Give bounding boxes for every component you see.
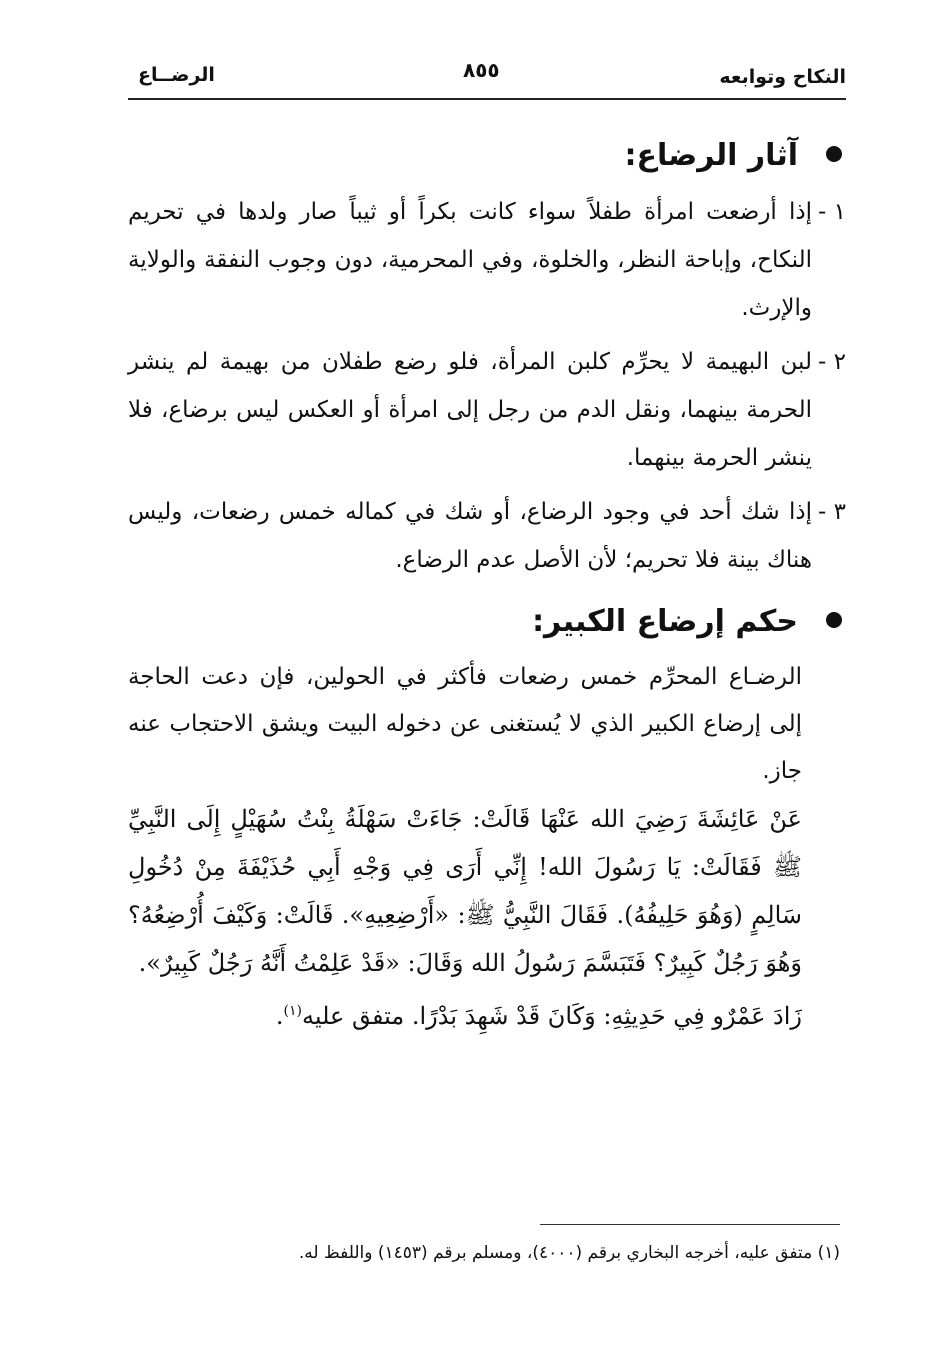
hadith-addendum: زَادَ عَمْرٌو فِي حَدِيثِهِ: وَكَانَ قَدْ شَهِدَ بَدْرًا. متفق عليه$^{(١)}$. (275, 1002, 802, 1030)
item-number: ٢ - (818, 349, 846, 375)
list-item (128, 188, 846, 332)
ruling-paragraph: الرضـاع المحرِّم خمس رضعات فأكثر في الحولين، فإن دعت الحاجة إلى إرضاع الكبير الذي لا يُستغنى عن دخوله البيت ويشق الاحتجاب عنه جاز. (128, 664, 802, 784)
item-text: إذا شك أحد في وجود الرضاع، أو شك في كماله خمس رضعات، وليس هناك بينة فلا تحريم؛ لأن الأصل عدم الرضاع. (128, 499, 812, 573)
section-heading-text: حكم إرضاع الكبير: (532, 604, 798, 639)
list-item (128, 338, 846, 482)
footnote: (١) متفق عليه، أخرجه البخاري برقم (٤٠٠٠)، ومسلم برقم (١٤٥٣) واللفظ له. (298, 1243, 840, 1263)
footnote-divider (540, 1224, 840, 1225)
bullet-icon (826, 146, 842, 162)
item-text: لبن البهيمة لا يحرِّم كلبن المرأة، فلو رضع طفلان من بهيمة لم ينشر الحرمة بينهما، ونقل الدم من رجل إلى امرأة أو العكس ليس برضاع، فلا ينشر الحرمة بينهما. (128, 349, 812, 471)
addendum-text: زَادَ عَمْرٌو فِي حَدِيثِهِ: وَكَانَ قَدْ شَهِدَ بَدْرًا. متفق عليه (301, 1002, 802, 1030)
section-title: الرضــاع (138, 64, 215, 86)
list-item (128, 488, 846, 584)
footnote-marker[interactable]: (١) (283, 1003, 302, 1019)
item-number: ٣ - (818, 499, 846, 525)
bullet-icon (826, 612, 842, 628)
main-content (128, 132, 846, 1040)
item-text: إذا أرضعت امرأة طفلاً سواء كانت بكراً أو ثيباً صار ولدها في تحريم النكاح، وإباحة النظر، والخلوة، وفي المحرمية، دون وجوب النفقة والولاية والإرث. (128, 199, 812, 321)
page-number: ٨٥٥ (463, 58, 500, 82)
section-heading-adult-nursing (128, 598, 846, 646)
running-header (128, 58, 846, 100)
item-number: ١ - (818, 199, 846, 225)
section-heading-effects (128, 132, 846, 180)
section-heading-text: آثار الرضاع: (624, 138, 798, 173)
chapter-title: النكاح وتوابعه (719, 66, 846, 88)
hadith-text: عَنْ عَائِشَةَ رَضِيَ الله عَنْهَا قَالَتْ: جَاءَتْ سَهْلَةُ بِنْتُ سُهَيْلٍ إِلَى النَّبِيِّ ﷺ فَقَالَتْ: يَا رَسُولَ الله! إِنِّي أَرَى فِي وَجْهِ أَبِي حُذَيْفَةَ مِنْ دُخُولِ سَالِمٍ (وَهُوَ حَلِيفُهُ). فَقَالَ النَّبِيُّ ﷺ: «أَرْضِعِيهِ». قَالَتْ: وَكَيْفَ أُرْضِعُهُ؟ وَهُوَ رَجُلٌ كَبِيرٌ؟ فَتَبَسَّمَ رَسُولُ الله وَقَالَ: «قَدْ عَلِمْتُ أَنَّهُ رَجُلٌ كَبِيرٌ». (128, 805, 802, 977)
